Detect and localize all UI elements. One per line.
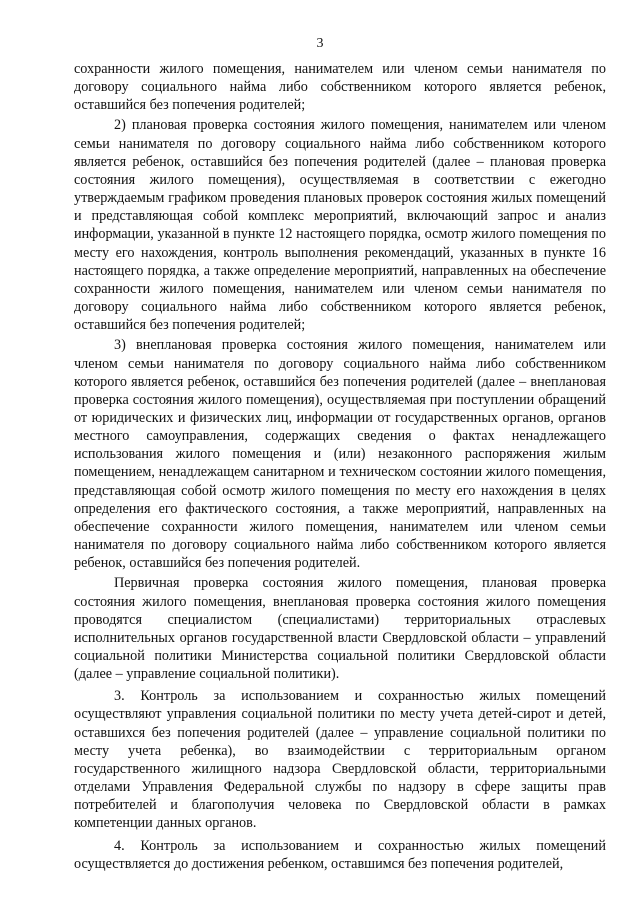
paragraph-clause-4: 4. Контроль за использованием и сохранностью жилых помещений осуществляется до достижения ребенком, оставшимся без попечения родителей,: [74, 837, 606, 872]
page-number: 3: [316, 36, 324, 51]
paragraph-item-2-planned-inspection: 2) плановая проверка состояния жилого помещения, нанимателем или членом семьи нанимателя по договору социального найма либо собственником которого является ребенок, оставшийся без попечения родителей (далее – плановая проверка состояния жилого помещения), осуществляемая в соответствии с ежегодно утверждаемым графиком проведения плановых проверок состояния жилых помещений и представляющая собой комплекс мероприятий, включающий запрос и анализ информации, указанной в пункте 12 настоящего порядка, осмотр жилого помещения по месту его нахождения, контроль выполнения рекомендаций, указанных в пункте 16 настоящего порядка, а также определение мероприятий, направленных на обеспечение сохранности жилого помещения, нанимателем или членом семьи нанимателя по договору социального найма либо собственником которого является ребенок, оставшийся без попечения родителей;: [74, 117, 606, 334]
paragraph-inspections-performers: Первичная проверка состояния жилого помещения, плановая проверка состояния жилого помещения, внеплановая проверка состояния жилого помещения проводятся специалистом (специалистами) территориальных отраслевых исполнительных органов государственной власти Свердловской области – управлений социальной политики Министерства социальной политики Свердловской области (далее – управление социальной политики).: [74, 575, 606, 683]
paragraph-continuation: сохранности жилого помещения, нанимателем или членом семьи нанимателя по договору социального найма либо собственником которого является ребенок, оставшийся без попечения родителей;: [74, 61, 606, 114]
paragraph-clause-3: 3. Контроль за использованием и сохранностью жилых помещений осуществляют управления социальной политики по месту учета детей-сирот и детей, оставшихся без попечения родителей (далее – управление социальной политики по месту учета ребенка), во взаимодействии с территориальным органом государственного жилищного надзора Свердловской области, территориальными отделами Управления Федеральной службы по надзору в сфере защиты прав потребителей и благополучия человека по Свердловской области в рамках компетенции данных органов.: [74, 688, 606, 832]
paragraph-item-3-unscheduled-inspection: 3) внеплановая проверка состояния жилого помещения, нанимателем или членом семьи нанимателя по договору социального найма либо собственником которого является ребенок, оставшийся без попечения родителей (далее – внеплановая проверка состояния жилого помещения), осуществляемая при поступлении обращений от юридических и физических лиц, информации от государственных органов, органов местного самоуправления, содержащих сведения о фактах ненадлежащего использования жилого помещения и (или) незаконного распоряжения жилым помещением, ненадлежащем санитарном и техническом состоянии жилого помещения, представляющая собой осмотр жилого помещения по месту его нахождения в целях определения его фактического состояния, а также мероприятий, направленных на обеспечение сохранности жилого помещения, нанимателем или членом семьи нанимателя по договору социального найма либо собственником которого является ребенок, оставшийся без попечения родителей.: [74, 337, 606, 572]
document-body: [74, 60, 606, 875]
